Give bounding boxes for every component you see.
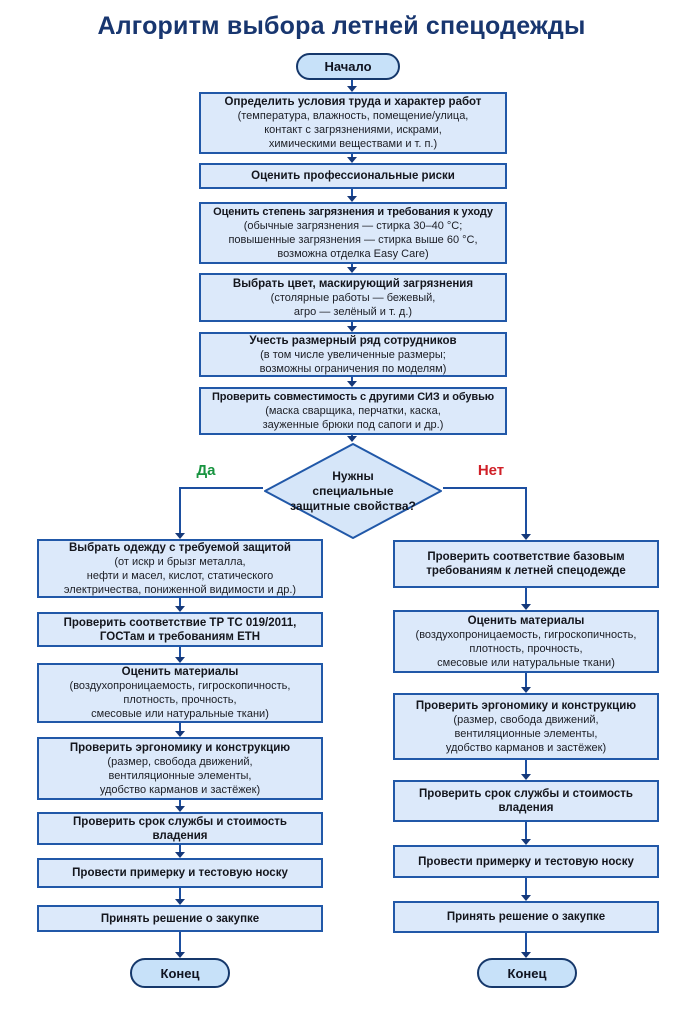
- step-detail: смесовые или натуральные ткани): [437, 656, 615, 669]
- step-detail: смесовые или натуральные ткани): [91, 708, 269, 720]
- arrow-right-1-2: [525, 588, 527, 604]
- step-detail: удобство карманов и застёжек): [445, 741, 607, 754]
- step-title: Проверить срок службы и стоимость: [419, 788, 633, 800]
- step-title: требованиям к летней спецодежде: [426, 565, 626, 577]
- step-title: Оценить степень загрязнения и требования к уходу: [213, 206, 493, 218]
- step-detail: контакт с загрязнениями, искрами,: [264, 124, 442, 136]
- arrow-step3-to-step4: [351, 264, 353, 267]
- step-check-ergonomics-right: [393, 693, 659, 760]
- step-evaluate-materials-right: [393, 610, 659, 673]
- connector-no-vertical: [525, 487, 527, 534]
- end-node-right: Конец: [477, 958, 577, 988]
- step-detail: плотность, прочность,: [469, 642, 583, 655]
- step-size-range: [199, 332, 507, 377]
- step-evaluate-materials-left: [37, 663, 323, 723]
- step-detail: плотность, прочность,: [123, 694, 237, 706]
- step-detail: удобство карманов и застёжек): [99, 783, 261, 796]
- step-choose-protective-clothing: [37, 539, 323, 598]
- step-title: Проверить соответствие ТР ТС 019/2011,: [63, 616, 297, 629]
- step-title: Проверить совместимость с другими СИЗ и обувью: [211, 391, 495, 403]
- arrow-step2-to-step3: [351, 189, 353, 196]
- step-detail: повышенные загрязнения — стирка выше 60 °C,: [228, 234, 478, 246]
- step-detail: (температура, влажность, помещение/улица,: [237, 110, 469, 122]
- step-detail: зауженные брюки под сапоги и др.): [262, 419, 444, 431]
- step-detail: вентиляционные элементы,: [454, 727, 598, 740]
- step-detail: (размер, свобода движений,: [107, 755, 253, 768]
- step-detail: агро — зелёный и т. д.): [293, 305, 413, 318]
- arrow-step6-to-decision: [351, 435, 353, 436]
- step-check-lifetime-cost-right: [393, 780, 659, 822]
- arrow-left-1-2: [179, 598, 181, 606]
- step-title: Определить условия труда и характер работ: [224, 96, 482, 108]
- step-title: Принять решение о закупке: [446, 911, 606, 923]
- step-title: Учесть размерный ряд сотрудников: [249, 334, 457, 347]
- step-purchase-decision-right: [393, 901, 659, 933]
- step-check-tr-ts-gost: [37, 612, 323, 647]
- step-check-ppe-compatibility: [199, 387, 507, 435]
- step-title: Проверить эргономику и конструкцию: [415, 699, 637, 712]
- arrow-right-6-end: [525, 933, 527, 952]
- arrow-left-5-6: [179, 845, 181, 852]
- arrow-left-4-5: [179, 800, 181, 806]
- step-title: Оценить профессиональные риски: [251, 170, 455, 182]
- arrow-right-4-5: [525, 822, 527, 839]
- no-label: Нет: [477, 462, 505, 479]
- step-title: Выбрать цвет, маскирующий загрязнения: [232, 277, 474, 290]
- step-title: Оценить материалы: [121, 666, 239, 678]
- step-title: Провести примерку и тестовую носку: [418, 855, 634, 868]
- arrow-step5-to-step6: [351, 377, 353, 381]
- step-fit-trial-right: [393, 845, 659, 878]
- step-detail: (столярные работы — бежевый,: [270, 291, 436, 304]
- step-assess-occupational-risks: [199, 163, 507, 189]
- step-assess-soiling-and-care: [199, 202, 507, 264]
- connector-yes-vertical: [179, 487, 181, 533]
- arrow-right-3-4: [525, 760, 527, 774]
- step-title: Проверить соответствие базовым: [427, 551, 625, 563]
- step-fit-trial-left: [37, 858, 323, 888]
- step-title: владения: [498, 802, 554, 814]
- step-detail: (в том числе увеличенные размеры;: [260, 348, 446, 361]
- step-detail: возможна отделка Easy Care): [277, 248, 429, 260]
- step-detail: возможны ограничения по моделям): [259, 362, 447, 375]
- step-detail: (обычные загрязнения — стирка 30–40 °C;: [243, 220, 463, 232]
- step-detail: (воздухопроницаемость, гигроскопичность,: [415, 628, 637, 641]
- step-check-ergonomics-left: [37, 737, 323, 800]
- page-title: Алгоритм выбора летней спецодежды: [97, 12, 586, 40]
- arrow-left-6-7: [179, 888, 181, 899]
- start-node: Начало: [296, 53, 400, 80]
- yes-label: Да: [196, 462, 216, 479]
- step-title: Проверить срок службы и стоимость: [73, 815, 287, 828]
- step-title: Проверить эргономику и конструкцию: [69, 741, 291, 754]
- step-title: ГОСТам и требованиям ЕТН: [99, 630, 261, 643]
- decision-text: Нужны специальные защитные свойства?: [290, 468, 416, 513]
- arrow-step4-to-step5: [351, 322, 353, 326]
- step-detail: электричества, пониженной видимости и др.): [63, 583, 297, 596]
- decision-special-protection: [263, 442, 443, 540]
- step-check-basic-requirements: [393, 540, 659, 588]
- arrow-right-2-3: [525, 673, 527, 687]
- end-node-left: Конец: [130, 958, 230, 988]
- arrow-left-7-end: [179, 932, 181, 952]
- connector-yes-horizontal: [179, 487, 263, 489]
- step-choose-masking-color: [199, 273, 507, 322]
- step-detail: вентиляционные элементы,: [108, 769, 252, 782]
- arrow-right-5-6: [525, 878, 527, 895]
- arrow-left-2-3: [179, 647, 181, 657]
- step-detail: химическими веществами и т. п.): [268, 138, 438, 150]
- step-detail: (воздухопроницаемость, гигроскопичность,: [69, 680, 291, 692]
- arrow-left-3-4: [179, 723, 181, 731]
- step-define-work-conditions: [199, 92, 507, 154]
- step-title: Оценить материалы: [467, 614, 585, 627]
- arrow-start-to-step1: [351, 80, 353, 86]
- step-check-lifetime-cost-left: [37, 812, 323, 845]
- step-detail: нефти и масел, кислот, статического: [86, 569, 274, 582]
- connector-no-horizontal: [443, 487, 527, 489]
- step-detail: (от искр и брызг металла,: [114, 555, 246, 568]
- step-purchase-decision-left: [37, 905, 323, 932]
- step-title: Принять решение о закупке: [100, 912, 260, 925]
- arrow-step1-to-step2: [351, 154, 353, 157]
- step-title: Провести примерку и тестовую носку: [72, 867, 288, 879]
- step-detail: (маска сварщика, перчатки, каска,: [265, 405, 441, 417]
- step-title: владения: [152, 829, 208, 842]
- step-detail: (размер, свобода движений,: [453, 713, 599, 726]
- step-title: Выбрать одежду с требуемой защитой: [68, 541, 292, 554]
